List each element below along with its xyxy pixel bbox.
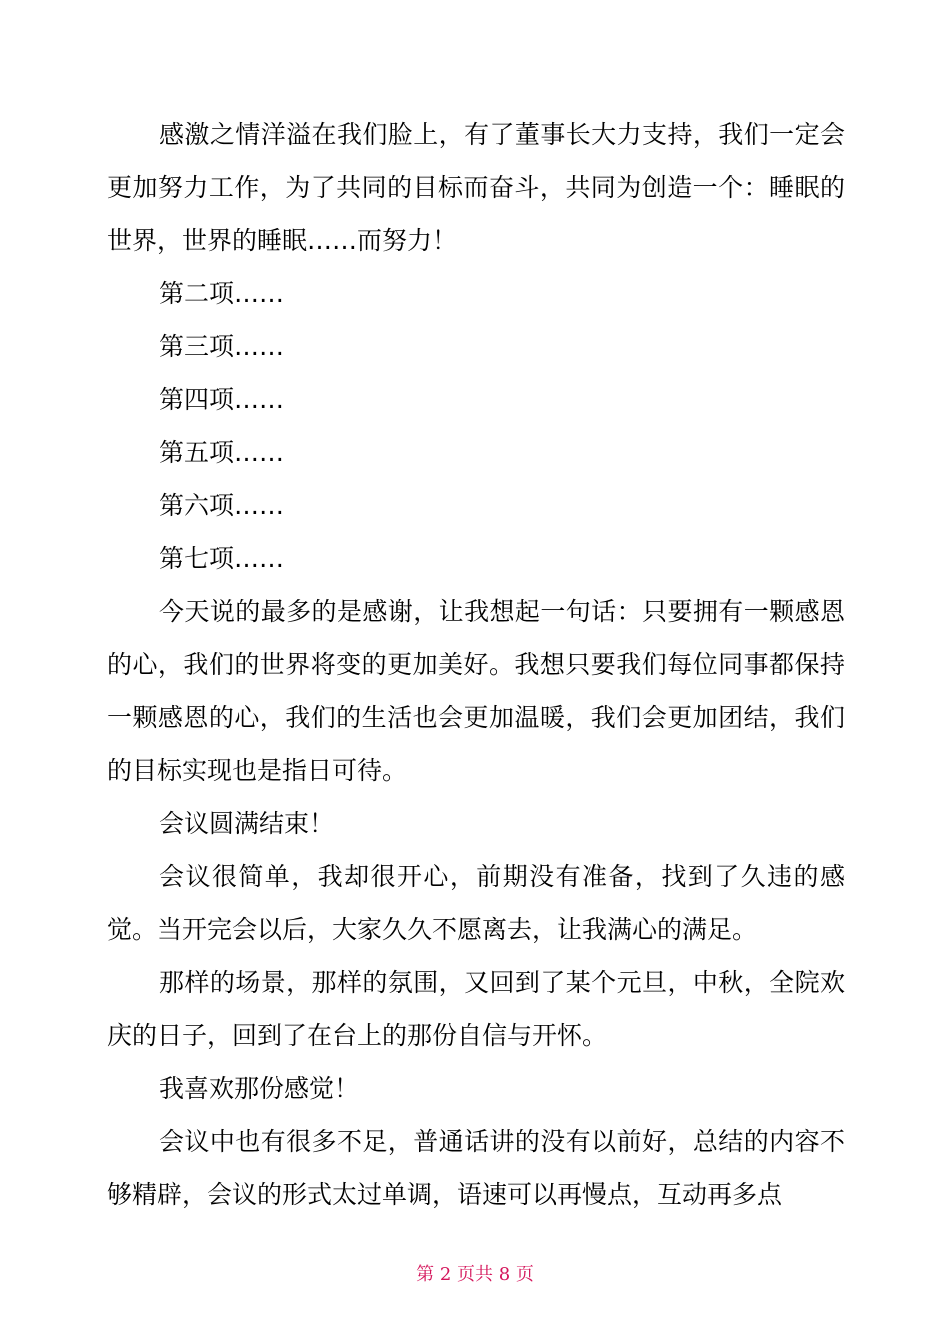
document-body bbox=[107, 108, 845, 1221]
paragraph-shortcomings: 会议中也有很多不足，普通话讲的没有以前好，总结的内容不够精辟，会议的形式太过单调，语速可以再慢点，互动再多点 bbox=[107, 1127, 845, 1209]
paragraph-item-6: 第六项…… bbox=[159, 491, 285, 520]
paragraph-like-feeling: 我喜欢那份感觉！ bbox=[159, 1074, 360, 1103]
paragraph-gratitude: 感激之情洋溢在我们脸上，有了董事长大力支持，我们一定会更加努力工作，为了共同的目标而奋斗，共同为创造一个：睡眠的世界，世界的睡眠……而努力！ bbox=[107, 120, 845, 255]
paragraph-item-7: 第七项…… bbox=[159, 544, 285, 573]
paragraph-meeting-end: 会议圆满结束！ bbox=[159, 809, 335, 838]
paragraph-item-5: 第五项…… bbox=[159, 438, 285, 467]
paragraph-item-3: 第三项…… bbox=[159, 332, 285, 361]
paragraph-item-4: 第四项…… bbox=[159, 385, 285, 414]
paragraph-item-2: 第二项…… bbox=[159, 279, 285, 308]
paragraph-simple-meeting: 会议很简单，我却很开心，前期没有准备，找到了久违的感觉。当开完会以后，大家久久不愿离去，让我满心的满足。 bbox=[107, 862, 845, 944]
paragraph-scene: 那样的场景，那样的氛围，又回到了某个元旦，中秋，全院欢庆的日子，回到了在台上的那份自信与开怀。 bbox=[107, 968, 845, 1050]
page-number-footer: 第 2 页共 8 页 bbox=[416, 1264, 534, 1285]
paragraph-thanks: 今天说的最多的是感谢，让我想起一句话：只要拥有一颗感恩的心，我们的世界将变的更加美好。我想只要我们每位同事都保持一颗感恩的心，我们的生活也会更加温暖，我们会更加团结，我们的目标实现也是指日可待。 bbox=[107, 597, 845, 785]
